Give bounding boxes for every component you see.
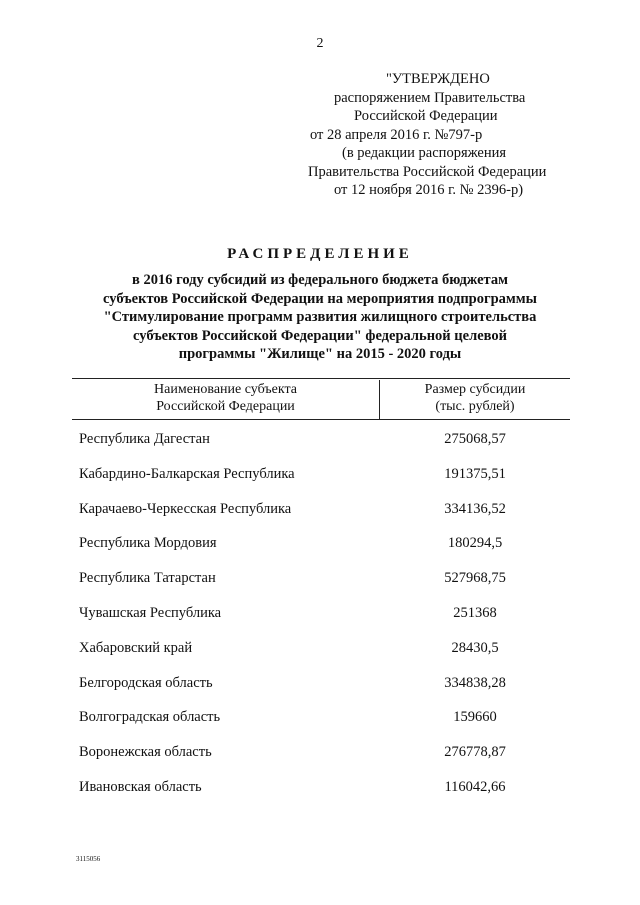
table-row: [0, 779, 640, 814]
approval-line: (в редакции распоряжения: [342, 145, 507, 161]
table-row: [0, 744, 640, 779]
subsidy-amount: 251368: [453, 604, 497, 621]
table-body: [0, 431, 640, 814]
table-row: [0, 675, 640, 710]
table-row: [0, 605, 640, 640]
document-heading: РАСПРЕДЕЛЕНИЕ: [227, 246, 413, 262]
table-top-rule: [72, 378, 570, 379]
approval-line: Правительства Российской Федерации: [308, 163, 547, 180]
column-header-amount: [380, 381, 570, 415]
page-number: 2: [316, 36, 324, 51]
subheading-line: субъектов Российской Федерации на мероприятия подпрограммы: [103, 290, 537, 307]
column-header-line: Российской Федерации: [156, 399, 295, 414]
subsidy-amount: 275068,57: [444, 431, 506, 447]
subheading-line: программы "Жилище" на 2015 - 2020 годы: [178, 346, 462, 362]
region-name: Республика Мордовия: [79, 535, 217, 552]
table-row: [0, 535, 640, 570]
region-name: Белгородская область: [79, 674, 213, 691]
table-row: [0, 640, 640, 675]
approval-line: распоряжением Правительства: [334, 89, 526, 106]
approval-stamp: [300, 70, 600, 200]
table-row: [0, 709, 640, 744]
region-name: Республика Татарстан: [79, 570, 216, 587]
subsidy-amount: 334838,28: [444, 674, 506, 691]
subsidy-amount: 28430,5: [451, 639, 499, 656]
column-header-line: Наименование субъекта: [154, 382, 297, 397]
document-subheading: [40, 271, 600, 364]
subsidy-amount: 116042,66: [444, 778, 506, 795]
subsidy-amount: 159660: [453, 709, 497, 726]
column-header-line: (тыс. рублей): [435, 399, 515, 414]
region-name: Воронежская область: [79, 744, 212, 761]
approval-line: от 28 апреля 2016 г. №797-р: [310, 126, 483, 143]
subheading-line: в 2016 году субсидий из федерального бюджета бюджетам: [132, 272, 508, 288]
region-name: Волгоградская область: [79, 709, 221, 726]
subheading-line: субъектов Российской Федерации" федеральной целевой: [133, 327, 507, 344]
approval-line: "УТВЕРЖДЕНО: [386, 71, 490, 87]
subsidy-amount: 527968,75: [444, 570, 506, 587]
subsidy-amount: 334136,52: [444, 500, 506, 517]
subsidy-amount: 276778,87: [444, 744, 506, 761]
subsidy-amount: 191375,51: [444, 465, 506, 482]
table-row: [0, 466, 640, 501]
table-row: [0, 570, 640, 605]
document-code: 3115056: [76, 855, 101, 863]
column-header-line: Размер субсидии: [424, 382, 526, 397]
table-header-rule: [72, 419, 570, 420]
table-row: [0, 431, 640, 466]
region-name: Чувашская Республика: [79, 604, 222, 621]
region-name: Кабардино-Балкарская Республика: [79, 465, 295, 482]
subheading-line: "Стимулирование программ развития жилищного строительства: [103, 309, 537, 325]
column-header-name: [72, 381, 379, 415]
region-name: Карачаево-Черкесская Республика: [79, 500, 292, 517]
region-name: Республика Дагестан: [79, 431, 210, 447]
table-row: [0, 501, 640, 536]
region-name: Ивановская область: [79, 778, 202, 795]
region-name: Хабаровский край: [79, 639, 193, 656]
subsidy-amount: 180294,5: [447, 535, 503, 552]
approval-line: Российской Федерации: [354, 108, 498, 124]
approval-line: от 12 ноября 2016 г. № 2396-р): [334, 182, 524, 198]
